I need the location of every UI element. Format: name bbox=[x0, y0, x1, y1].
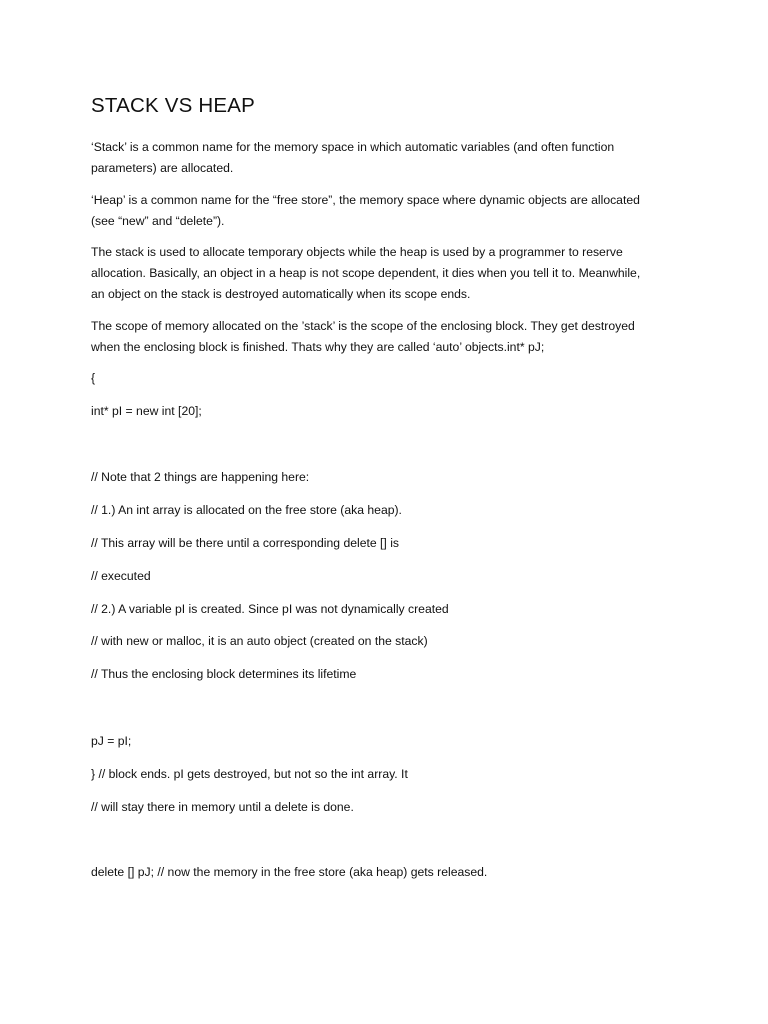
text-line: when the enclosing block is finished. Thats why they are called ‘auto’ objects.int* pJ; bbox=[91, 340, 545, 354]
text-line: parameters) are allocated. bbox=[91, 161, 234, 175]
text-line: allocation. Basically, an object in a heap is not scope dependent, it dies when you tell it to. Meanwhile, bbox=[91, 266, 641, 280]
text-line: The stack is used to allocate temporary objects while the heap is used by a programmer to reserve bbox=[91, 245, 623, 259]
scope-paragraph bbox=[91, 316, 635, 358]
code-declaration: int* pI = new int [20]; bbox=[91, 404, 202, 418]
heap-definition-paragraph bbox=[91, 190, 640, 232]
code-comment: // 1.) An int array is allocated on the free store (aka heap). bbox=[91, 503, 402, 517]
text-line: (see “new” and “delete”). bbox=[91, 214, 225, 228]
code-comment: // executed bbox=[91, 569, 151, 583]
code-comment: // Note that 2 things are happening here: bbox=[91, 470, 310, 484]
text-line: ‘Heap’ is a common name for the “free store”, the memory space where dynamic objects are allocated bbox=[91, 193, 640, 207]
code-block-end: } // block ends. pI gets destroyed, but not so the int array. It bbox=[91, 767, 408, 781]
code-comment: // with new or malloc, it is an auto object (created on the stack) bbox=[91, 634, 428, 648]
code-delete-statement: delete [] pJ; // now the memory in the free store (aka heap) gets released. bbox=[91, 865, 488, 879]
text-line: ‘Stack’ is a common name for the memory space in which automatic variables (and often function bbox=[91, 140, 615, 154]
code-comment: // This array will be there until a corresponding delete [] is bbox=[91, 536, 400, 550]
code-assignment: pJ = pI; bbox=[91, 734, 132, 748]
text-line: an object on the stack is destroyed automatically when its scope ends. bbox=[91, 287, 471, 301]
code-comment: // will stay there in memory until a delete is done. bbox=[91, 800, 354, 814]
page-title: STACK VS HEAP bbox=[91, 94, 255, 117]
code-open-brace: { bbox=[91, 371, 96, 385]
code-comment: // Thus the enclosing block determines its lifetime bbox=[91, 667, 357, 681]
stack-definition-paragraph bbox=[91, 137, 614, 179]
usage-paragraph bbox=[91, 242, 640, 305]
code-comment: // 2.) A variable pI is created. Since pI was not dynamically created bbox=[91, 602, 449, 616]
text-line: The scope of memory allocated on the ’stack’ is the scope of the enclosing block. They get destroyed bbox=[91, 319, 635, 333]
